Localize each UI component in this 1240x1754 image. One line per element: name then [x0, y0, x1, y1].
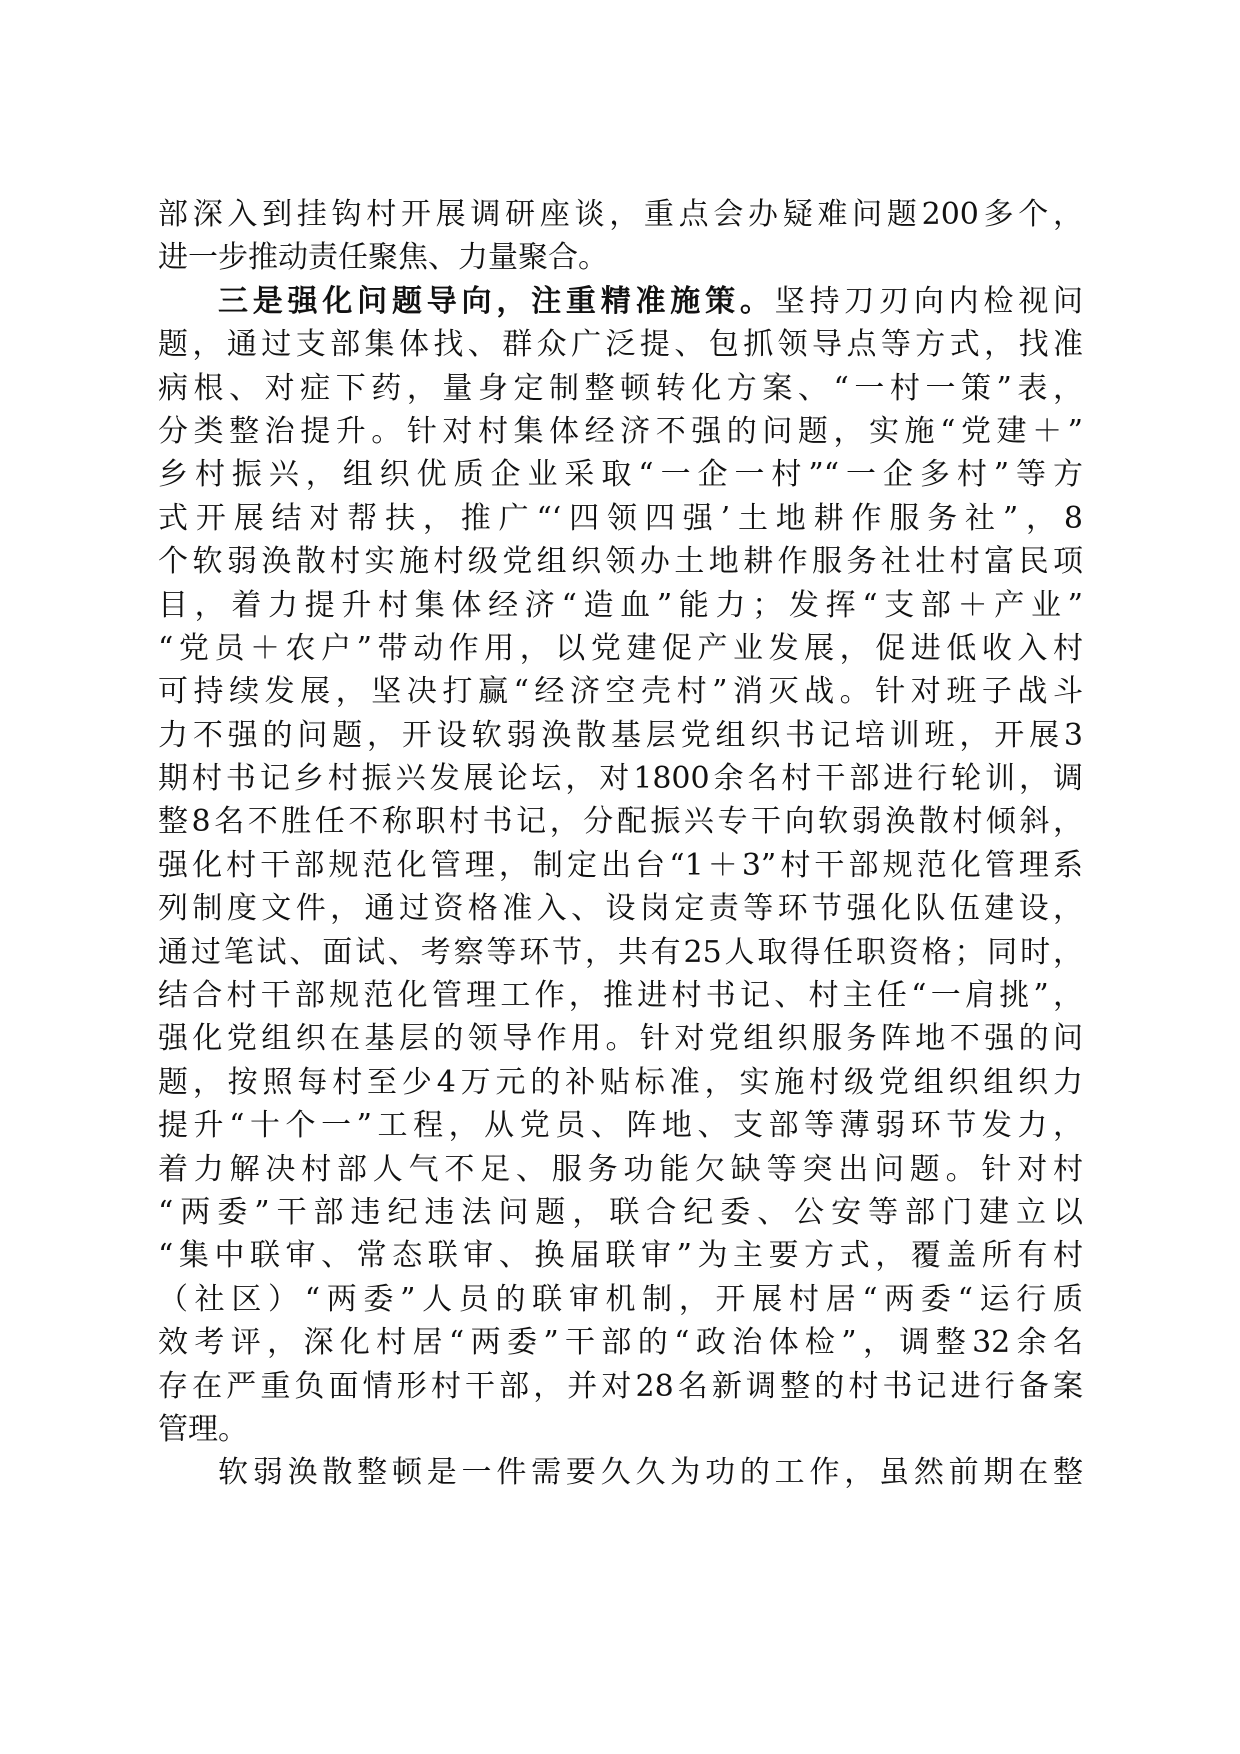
section-heading: 三是强化问题导向，注重精准施策。 [218, 283, 775, 319]
text-line: 分类整治提升。针对村集体经济不强的问题，实施“党建＋” [158, 413, 1083, 449]
text-line: 部深入到挂钩村开展调研座谈，重点会办疑难问题200多个， [158, 197, 1083, 232]
text-line: 管理。 [158, 1411, 248, 1447]
text-line: 结合村干部规范化管理工作，推进村书记、村主任“一肩挑”， [158, 978, 1083, 1014]
text-line: 个软弱涣散村实施村级党组织领办土地耕作服务社壮村富民项 [158, 544, 1083, 580]
text-line: 提升“十个一”工程，从党员、阵地、支部等薄弱环节发力， [158, 1108, 1083, 1144]
text-line: 进一步推动责任聚焦、力量聚合。 [158, 240, 608, 276]
text-line: 强化村干部规范化管理，制定出台“1＋3”村干部规范化管理系 [158, 847, 1083, 883]
text-line: 效考评，深化村居“两委”干部的“政治体检”，调整32余名 [158, 1325, 1083, 1361]
text-line: 存在严重负面情形村干部，并对28名新调整的村书记进行备案 [158, 1368, 1083, 1404]
text-line: 整8名不胜任不称职村书记，分配振兴专干向软弱涣散村倾斜， [158, 804, 1083, 840]
text-line: “党员＋农户”带动作用，以党建促产业发展，促进低收入村 [158, 630, 1083, 666]
text-line: 着力解决村部人气不足、服务功能欠缺等突出问题。针对村 [158, 1151, 1083, 1187]
text-line: 力不强的问题，开设软弱涣散基层党组织书记培训班，开展3 [158, 717, 1083, 753]
text-run: 坚持刀刃向内检视问 [774, 283, 1084, 319]
text-line: “两委”干部违纪违法问题，联合纪委、公安等部门建立以 [158, 1194, 1083, 1230]
text-line: 软弱涣散整顿是一件需要久久为功的工作，虽然前期在整 [218, 1455, 1083, 1491]
text-line: 病根、对症下药，量身定制整顿转化方案、“一村一策”表， [158, 370, 1083, 406]
text-line [158, 280, 1083, 323]
text-line: 强化党组织在基层的领导作用。针对党组织服务阵地不强的问 [158, 1021, 1083, 1057]
text-line: 题，按照每村至少4万元的补贴标准，实施村级党组织组织力 [158, 1064, 1083, 1100]
text-line: 期村书记乡村振兴发展论坛，对1800余名村干部进行轮训，调 [158, 761, 1083, 797]
document-page [158, 193, 1083, 1495]
text-line: 通过笔试、面试、考察等环节，共有25人取得任职资格；同时， [158, 934, 1083, 970]
text-line: 题，通过支部集体找、群众广泛提、包抓领导点等方式，找准 [158, 327, 1083, 363]
text-line: 可持续发展，坚决打赢“经济空壳村”消灭战。针对班子战斗 [158, 674, 1083, 710]
text-line: （社区）“两委”人员的联审机制，开展村居“两委“运行质 [158, 1281, 1083, 1317]
text-line: 目，着力提升村集体经济“造血”能力；发挥“支部＋产业” [158, 587, 1083, 623]
text-line: 乡村振兴，组织优质企业采取“一企一村”“一企多村”等方 [158, 457, 1083, 493]
text-line: “集中联审、常态联审、换届联审”为主要方式，覆盖所有村 [158, 1238, 1083, 1274]
text-line: 列制度文件，通过资格准入、设岗定责等环节强化队伍建设， [158, 891, 1083, 927]
text-line: 式开展结对帮扶，推广“‘四领四强’土地耕作服务社”，8 [158, 500, 1083, 536]
